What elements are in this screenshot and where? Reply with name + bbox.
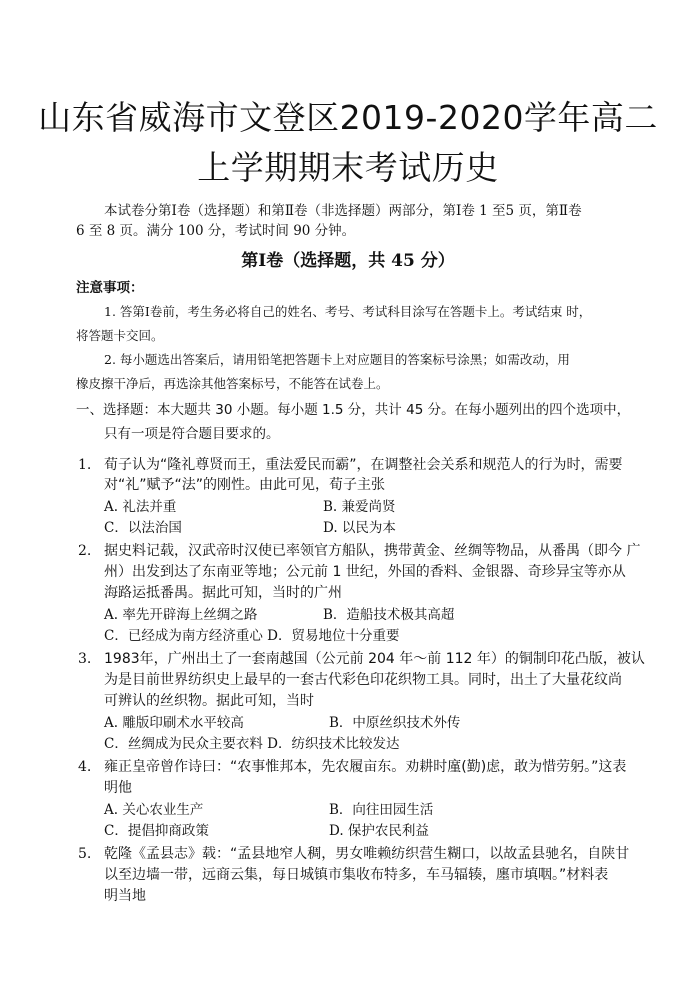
option-a: A. 率先开辟海上丝绸之路 [104,607,258,623]
question-text-line: 州）出发到达了东南亚等地；公元前 1 世纪，外国的香料、金银器、奇珍异宝等亦从 [104,564,626,580]
note2-line1: 2. 每小题选出答案后，请用铅笔把答题卡上对应题目的答案标号涂黑；如需改动，用 [104,352,570,367]
option-d: D. 保护农民利益 [329,823,429,839]
question-number: 4. [78,759,92,775]
question-text-line: 明他 [104,780,132,796]
document-title-line1: 山东省威海市文登区2019-2020学年高二 [38,98,658,137]
note1-line2: 将答题卡交回。 [76,328,164,343]
option-c-d: C．丝绸成为民众主要衣料 D．纺织技术比较发达 [104,736,400,752]
question-text-line: 据史料记载，汉武帝时汉使已率领官方船队，携带黄金、丝绸等物品，从番禺（即今 广 [104,543,641,559]
question-number: 1. [78,457,92,473]
option-c: C．提倡抑商政策 [104,823,209,839]
question-text-line: 以至边墙一带，远商云集，每日城镇市集收布特多，车马辐辏，廛市填咽。”材料表 [104,867,609,883]
option-b: B．向往田园生活 [329,802,434,818]
question-number: 3. [78,651,92,667]
question-text-line: 乾隆《孟县志》载：“孟县地窄人稠，男女唯赖纺织营生糊口，以故孟县驰名，自陕甘 [104,846,630,862]
question-text-line: 明当地 [104,888,146,904]
document-title-line2: 上学期期末考试历史 [197,148,499,187]
option-b: B．造船技术极其高超 [323,607,455,623]
part-one-line1: 一、选择题：本大题共 30 小题。每小题 1.5 分，共计 45 分。在每小题列出的四个选项中， [76,402,631,418]
question-number: 5. [78,846,92,862]
option-b: B. 兼爱尚贤 [323,499,396,515]
question-text-line: 对“礼”赋予“法”的刚性。由此可见，荀子主张 [104,477,386,493]
intro-line1: 本试卷分第Ⅰ卷（选择题）和第Ⅱ卷（非选择题）两部分，第Ⅰ卷 1 至5 页，第Ⅱ卷 [104,203,582,219]
question-number: 2. [78,543,92,559]
note1-line1: 1. 答第Ⅰ卷前，考生务必将自己的姓名、考号、考试科目涂写在答题卡上。考试结束 时， [104,304,592,319]
part-one-line2: 只有一项是符合题目要求的。 [104,426,280,442]
intro-line2: 6 至 8 页。满分 100 分，考试时间 90 分钟。 [76,223,356,239]
option-b: B．中原丝织技术外传 [329,715,461,731]
option-c-d: C．已经成为南方经济重心 D．贸易地位十分重要 [104,628,400,644]
option-a: A. 雕版印刷术水平较高 [104,715,244,731]
option-d: D. 以民为本 [323,520,396,536]
question-text-line: 为是目前世界纺织史上最早的一套古代彩色印花织物工具。同时，出土了大量花纹尚 [104,672,622,688]
option-a: A. 关心农业生产 [104,802,204,818]
question-text-line: 荀子认为“隆礼尊贤而王，重法爱民而霸”，在调整社会关系和规范人的行为时，需要 [104,457,623,473]
question-text-line: 可辨认的丝织物。据此可知，当时 [104,693,314,709]
question-text-line: 海路运抵番禺。据此可知，当时的广州 [104,585,342,601]
question-text-line: 雍正皇帝曾作诗曰：“农事惟邦本，先农履亩东。劝耕时廑(勤)虑，敢为惜劳躬。”这表 [104,759,627,775]
question-text-line: 1983年，广州出土了一套南越国（公元前 204 年～前 112 年）的铜制印花凸版，被认 [104,651,645,667]
section-title: 第Ⅰ卷（选择题，共 45 分） [241,251,455,271]
option-a: A. 礼法并重 [104,499,177,515]
note2-line2: 橡皮擦干净后，再选涂其他答案标号，不能答在试卷上。 [76,376,389,391]
notes-heading: 注意事项： [76,280,144,296]
option-c: C．以法治国 [104,520,182,536]
